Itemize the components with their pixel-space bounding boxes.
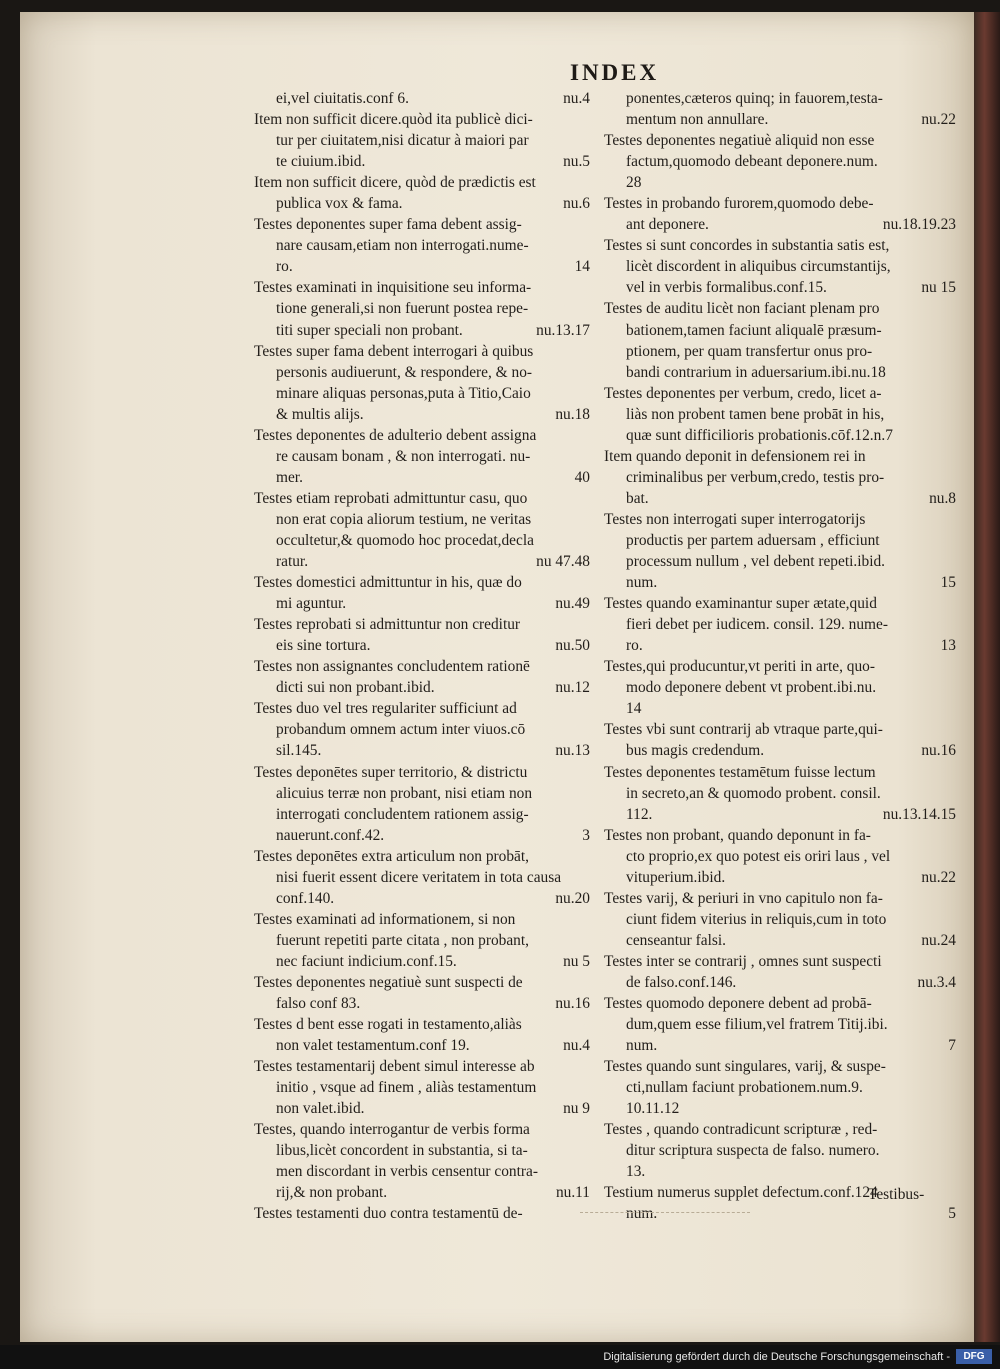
index-text: Testes duo vel tres regulariter sufficiunt ad [254, 700, 517, 718]
book-edge [974, 12, 1000, 1342]
index-line [604, 341, 956, 362]
index-reference-number: 13 [940, 637, 956, 655]
index-line [254, 698, 590, 719]
index-line [254, 1140, 590, 1161]
index-line [604, 677, 956, 698]
index-line [254, 930, 590, 951]
index-text: Testes deponētes super territorio, & districtu [254, 763, 528, 781]
index-line [254, 488, 590, 509]
index-line [604, 551, 956, 572]
index-text: 14 [626, 700, 642, 718]
index-text: Testes deponentes de adulterio debent assigna [254, 426, 537, 444]
index-text: Testes testamentarij debent simul interesse ab [254, 1058, 535, 1076]
index-line [254, 109, 590, 130]
index-text: Testes deponentes negatiuè sunt suspecti de [254, 973, 523, 991]
index-line [604, 1056, 956, 1077]
index-line [254, 298, 590, 319]
index-text: Testes inter se contrarij , omnes sunt suspecti [604, 952, 882, 970]
index-line [254, 320, 590, 341]
index-line [604, 719, 956, 740]
index-text: Testes reprobati si admittuntur non creditur [254, 616, 521, 634]
index-text: dum,quem esse filium,vel fratrem Titij.ibi. [626, 1016, 888, 1034]
index-text: Item non sufficit dicere.quòd ita publicè dici- [254, 111, 533, 129]
index-reference-number: nu.49 [555, 595, 590, 613]
index-line [604, 214, 956, 235]
index-line [604, 762, 956, 783]
index-line [254, 214, 590, 235]
index-line [254, 172, 590, 193]
index-text: Testes examinati ad informationem, si non [254, 910, 516, 928]
index-reference-number: nu.22 [921, 868, 956, 886]
index-line [254, 341, 590, 362]
index-text: vel in verbis formalibus.conf.15. [626, 279, 827, 297]
index-line [604, 698, 956, 719]
index-text: conf.140. [276, 889, 335, 907]
index-line [604, 467, 956, 488]
index-text: ptionem, per quam transfertur onus pro- [626, 342, 873, 360]
index-reference-number: nu.4 [563, 90, 590, 107]
index-line [604, 298, 956, 319]
index-line [604, 593, 956, 614]
index-line [254, 425, 590, 446]
index-line [254, 993, 590, 1014]
index-text: num. [626, 1037, 658, 1055]
index-reference-number: nu.18 [555, 405, 590, 423]
index-text: Testes si sunt concordes in substantia satis est, [604, 237, 890, 255]
index-text: quæ sunt difficilioris probationis.cōf.12.n.7 [626, 426, 893, 444]
index-text: bat. [626, 489, 649, 507]
index-line [254, 1182, 590, 1203]
index-line [604, 172, 956, 193]
index-text: censeantur falsi. [626, 931, 726, 949]
dfg-logo-icon: DFG [956, 1349, 992, 1364]
index-line [254, 614, 590, 635]
index-text: ciunt fidem viterius in reliquis,cum in toto [626, 910, 887, 928]
index-reference-number: nu.11 [555, 1184, 590, 1202]
index-text: Testes de auditu licèt non faciant plenam pro [604, 300, 880, 318]
index-text: factum,quomodo debeant deponere.num. [626, 153, 878, 171]
index-text: ponentes,cæteros quinq; in fauorem,testa- [626, 90, 883, 107]
index-reference-number: nu.3.4 [917, 973, 956, 991]
index-text: mi aguntur. [276, 595, 347, 613]
index-line [254, 1161, 590, 1182]
index-text: titi super speciali non probant. [276, 321, 463, 339]
index-text: falso conf 83. [276, 995, 361, 1013]
index-text: ant deponere. [626, 216, 709, 234]
index-line [604, 425, 956, 446]
index-line [254, 1056, 590, 1077]
index-line [604, 530, 956, 551]
index-reference-number: 3 [582, 826, 590, 844]
index-text: Testes,qui producuntur,vt periti in arte, quo- [604, 658, 875, 676]
index-line [254, 740, 590, 761]
index-text: Testes non assignantes concludentem rationē [254, 658, 530, 676]
index-text: Testes non interrogati super interrogatorijs [604, 510, 866, 528]
index-line [604, 320, 956, 341]
index-line [604, 1014, 956, 1035]
index-reference-number: 5 [948, 1205, 956, 1223]
index-line [604, 193, 956, 214]
index-line [604, 846, 956, 867]
index-line [604, 277, 956, 298]
index-reference-number: 40 [574, 468, 590, 486]
index-line [604, 1203, 956, 1224]
index-line [604, 572, 956, 593]
index-text: Testes quomodo deponere debent ad probā- [604, 995, 872, 1013]
index-reference-number: nu.6 [563, 195, 590, 213]
index-text: dicti sui non probant.ibid. [276, 679, 435, 697]
index-text: num. [626, 1205, 658, 1223]
index-line [254, 193, 590, 214]
index-text: Testes super fama debent interrogari à quibus [254, 342, 534, 360]
index-text: Testes testamenti duo contra testamentū de- [254, 1205, 523, 1223]
index-text: nec faciunt indicium.conf.15. [276, 952, 457, 970]
index-line [254, 130, 590, 151]
index-line [604, 1035, 956, 1056]
index-text: bus magis credendum. [626, 742, 765, 760]
index-text: Testes deponentes super fama debent assig- [254, 216, 522, 234]
index-text: ro. [276, 258, 293, 276]
index-line [604, 1098, 956, 1119]
index-text: alicuius terræ non probant, nisi etiam non [276, 784, 533, 802]
index-text: mer. [276, 468, 303, 486]
index-text: minare aliquas personas,puta à Titio,Caio [276, 384, 531, 402]
index-reference-number: nu 47.48 [536, 553, 590, 571]
running-head: INDEX [570, 60, 660, 85]
index-text: productis per partem aduersam , efficiunt [626, 531, 880, 549]
index-text: initio , vsque ad finem , aliàs testamentum [276, 1079, 537, 1097]
index-line [604, 909, 956, 930]
index-line [604, 151, 956, 172]
index-text: Testium numerus supplet defectum.conf.124 [604, 1184, 878, 1202]
index-text: Testes vbi sunt contrarij ab vtraque parte,qui- [604, 721, 883, 739]
index-text: criminalibus per verbum,credo, testis pro- [626, 468, 885, 486]
index-line [254, 383, 590, 404]
index-reference-number: nu 15 [921, 279, 956, 297]
index-line [254, 783, 590, 804]
index-line [604, 404, 956, 425]
index-text: bationem,tamen faciunt aliqualē præsum- [626, 321, 882, 339]
index-line [254, 1014, 590, 1035]
index-text: fieri debet per iudicem. consil. 129. nume- [626, 616, 888, 634]
index-text: cto proprio,ex quo potest eis oriri laus , vel [626, 847, 891, 865]
index-reference-number: nu.8 [929, 489, 956, 507]
page-rule [580, 1212, 750, 1214]
index-line [604, 783, 956, 804]
index-line [604, 804, 956, 825]
index-line [254, 804, 590, 825]
index-line [254, 909, 590, 930]
index-text: licèt discordent in aliquibus circumstantijs, [626, 258, 891, 276]
index-line [254, 277, 590, 298]
index-text: sil.145. [276, 742, 322, 760]
index-line [604, 656, 956, 677]
index-text: nauerunt.conf.42. [276, 826, 385, 844]
index-line [604, 446, 956, 467]
index-line [604, 383, 956, 404]
catchword: Testibus- [868, 1186, 925, 1203]
index-line [254, 656, 590, 677]
index-line [604, 1119, 956, 1140]
index-reference-number: nu.20 [555, 889, 590, 907]
index-line [254, 1119, 590, 1140]
index-line [254, 825, 590, 846]
index-line [254, 467, 590, 488]
index-text: re causam bonam , & non interrogati. nu- [276, 447, 531, 465]
index-line [254, 846, 590, 867]
index-line [254, 572, 590, 593]
index-text: Testes deponentes testamētum fuisse lectum [604, 763, 876, 781]
index-reference-number: nu.16 [555, 995, 590, 1013]
index-line [604, 362, 956, 383]
index-line [254, 1203, 590, 1224]
index-text: 112. [626, 805, 653, 823]
index-text: Testes quando sunt singulares, varij, & suspe- [604, 1058, 886, 1076]
index-text: Testes non probant, quando deponunt in fa- [604, 826, 871, 844]
index-text: Item quando deponit in defensionem rei in [604, 447, 866, 465]
index-text: ro. [626, 637, 643, 655]
index-reference-number: nu.13 [555, 742, 590, 760]
index-line [254, 88, 590, 109]
index-text: personis audiuerunt, & respondere, & no- [276, 363, 533, 381]
index-line [254, 635, 590, 656]
index-text: eis sine tortura. [276, 637, 371, 655]
index-column-left [254, 88, 590, 1225]
index-column-right [604, 88, 956, 1225]
index-line [604, 740, 956, 761]
index-line [604, 130, 956, 151]
index-reference-number: nu.22 [921, 111, 956, 129]
index-reference-number: nu 9 [563, 1100, 590, 1118]
index-line [254, 593, 590, 614]
index-line [254, 151, 590, 172]
index-text: cti,nullam faciunt probationem.num.9. [626, 1079, 863, 1097]
index-text: liàs non probent tamen bene probāt in his, [626, 405, 885, 423]
index-line [604, 888, 956, 909]
index-text: de falso.conf.146. [626, 973, 737, 991]
index-text: processum nullum , vel debent repeti.ibid. [626, 553, 886, 571]
index-line [254, 551, 590, 572]
index-line [604, 635, 956, 656]
index-text: rij,& non probant. [276, 1184, 388, 1202]
index-text: nare causam,etiam non interrogati.nume- [276, 237, 529, 255]
index-line [604, 509, 956, 530]
index-text: ditur scriptura suspecta de falso. numero. [626, 1142, 880, 1160]
index-text: in secreto,an & quomodo probent. consil. [626, 784, 881, 802]
index-line [254, 951, 590, 972]
index-text: Testes deponētes extra articulum non probāt, [254, 847, 530, 865]
index-reference-number: nu.16 [921, 742, 956, 760]
index-text: tione generali,si non fuerunt postea repe- [276, 300, 529, 318]
index-text: libus,licèt concordent in substantia, si ta- [276, 1142, 528, 1160]
index-text: Testes etiam reprobati admittuntur casu, quo [254, 489, 528, 507]
index-text: Testes quando examinantur super ætate,quid [604, 595, 877, 613]
index-line [604, 88, 956, 109]
index-text: 10.11.12 [626, 1100, 680, 1118]
index-line [604, 930, 956, 951]
index-text: te ciuium.ibid. [276, 153, 366, 171]
index-text: num. [626, 574, 658, 592]
index-text: 28 [626, 174, 642, 192]
index-text: Testes , quando contradicunt scripturæ , red- [604, 1121, 878, 1139]
index-text: modo deponere debent vt probent.ibi.nu. [626, 679, 877, 697]
index-text: bandi contrarium in aduersarium.ibi.nu.18 [626, 363, 886, 381]
index-text: tur per ciuitatem,nisi dicatur à maiori par [276, 132, 529, 150]
index-reference-number: nu.13.17 [536, 321, 590, 339]
index-reference-number: 15 [940, 574, 956, 592]
index-line [254, 509, 590, 530]
index-line [604, 993, 956, 1014]
index-text: Testes, quando interrogantur de verbis forma [254, 1121, 530, 1139]
index-text: mentum non annullare. [626, 111, 769, 129]
footer-credit: Digitalisierung gefördert durch die Deutsche Forschungsgemeinschaft - [603, 1351, 950, 1363]
index-line [604, 1161, 956, 1182]
index-reference-number: nu.5 [563, 153, 590, 171]
index-text: non valet testamentum.conf 19. [276, 1037, 470, 1055]
index-line [254, 446, 590, 467]
index-line [254, 256, 590, 277]
index-text: vituperium.ibid. [626, 868, 726, 886]
index-line [254, 888, 590, 909]
index-line [254, 404, 590, 425]
index-line [254, 1077, 590, 1098]
index-reference-number: nu.4 [563, 1037, 590, 1055]
index-line [604, 235, 956, 256]
index-text: 13. [626, 1163, 646, 1181]
index-text: Testes deponentes negatiuè aliquid non esse [604, 132, 875, 150]
index-reference-number: nu.50 [555, 637, 590, 655]
index-line [254, 235, 590, 256]
index-text: ratur. [276, 553, 309, 571]
index-line [604, 951, 956, 972]
index-text: fuerunt repetiti parte citata , non probant, [276, 931, 529, 949]
index-line [254, 1098, 590, 1119]
index-line [604, 256, 956, 277]
index-line [254, 677, 590, 698]
index-text: interrogati concludentem rationem assig- [276, 805, 529, 823]
index-text: ei,vel ciuitatis.conf 6. [276, 90, 409, 107]
index-line [604, 972, 956, 993]
index-line [604, 614, 956, 635]
index-line [254, 972, 590, 993]
index-reference-number: nu.13.14.15 [882, 805, 956, 823]
index-text: Testes domestici admittuntur in his, quæ do [254, 574, 522, 592]
index-text: Testes d bent esse rogati in testamento,aliàs [254, 1016, 522, 1034]
index-text: non valet.ibid. [276, 1100, 365, 1118]
index-line [254, 762, 590, 783]
index-text: men discordant in verbis censentur contra- [276, 1163, 538, 1181]
index-text: probandum omnem actum inter viuos.cō [276, 721, 526, 739]
index-text: publica vox & fama. [276, 195, 403, 213]
index-text: Testes varij, & periuri in vno capitulo non fa- [604, 889, 883, 907]
index-line [604, 488, 956, 509]
index-line [254, 530, 590, 551]
index-text: Testes in probando furorem,quomodo debe- [604, 195, 874, 213]
index-text: Testes deponentes per verbum, credo, licet a- [604, 384, 882, 402]
index-reference-number: 7 [948, 1037, 956, 1055]
index-line [604, 825, 956, 846]
index-reference-number: 14 [574, 258, 590, 276]
index-text: non erat copia aliorum testium, ne veritas [276, 510, 532, 528]
index-line [604, 867, 956, 888]
index-line [254, 719, 590, 740]
index-line [254, 362, 590, 383]
index-text: Item non sufficit dicere, quòd de prædictis est [254, 174, 536, 192]
index-reference-number: nu 5 [563, 952, 590, 970]
digitization-footer [0, 1345, 1000, 1369]
index-text: Testes examinati in inquisitione seu informa- [254, 279, 532, 297]
index-line [254, 1035, 590, 1056]
index-reference-number: nu.18.19.23 [882, 216, 956, 234]
index-line [604, 109, 956, 130]
index-text: & multis alijs. [276, 405, 364, 423]
index-reference-number: nu.12 [555, 679, 590, 697]
index-line [254, 867, 590, 888]
index-reference-number: nu.24 [921, 931, 956, 949]
index-text: nisi fuerit essent dicere veritatem in tota causa [276, 868, 562, 886]
index-line [604, 1140, 956, 1161]
index-line [604, 1077, 956, 1098]
index-text: occultetur,& quomodo hoc procedat,decla [276, 531, 534, 549]
